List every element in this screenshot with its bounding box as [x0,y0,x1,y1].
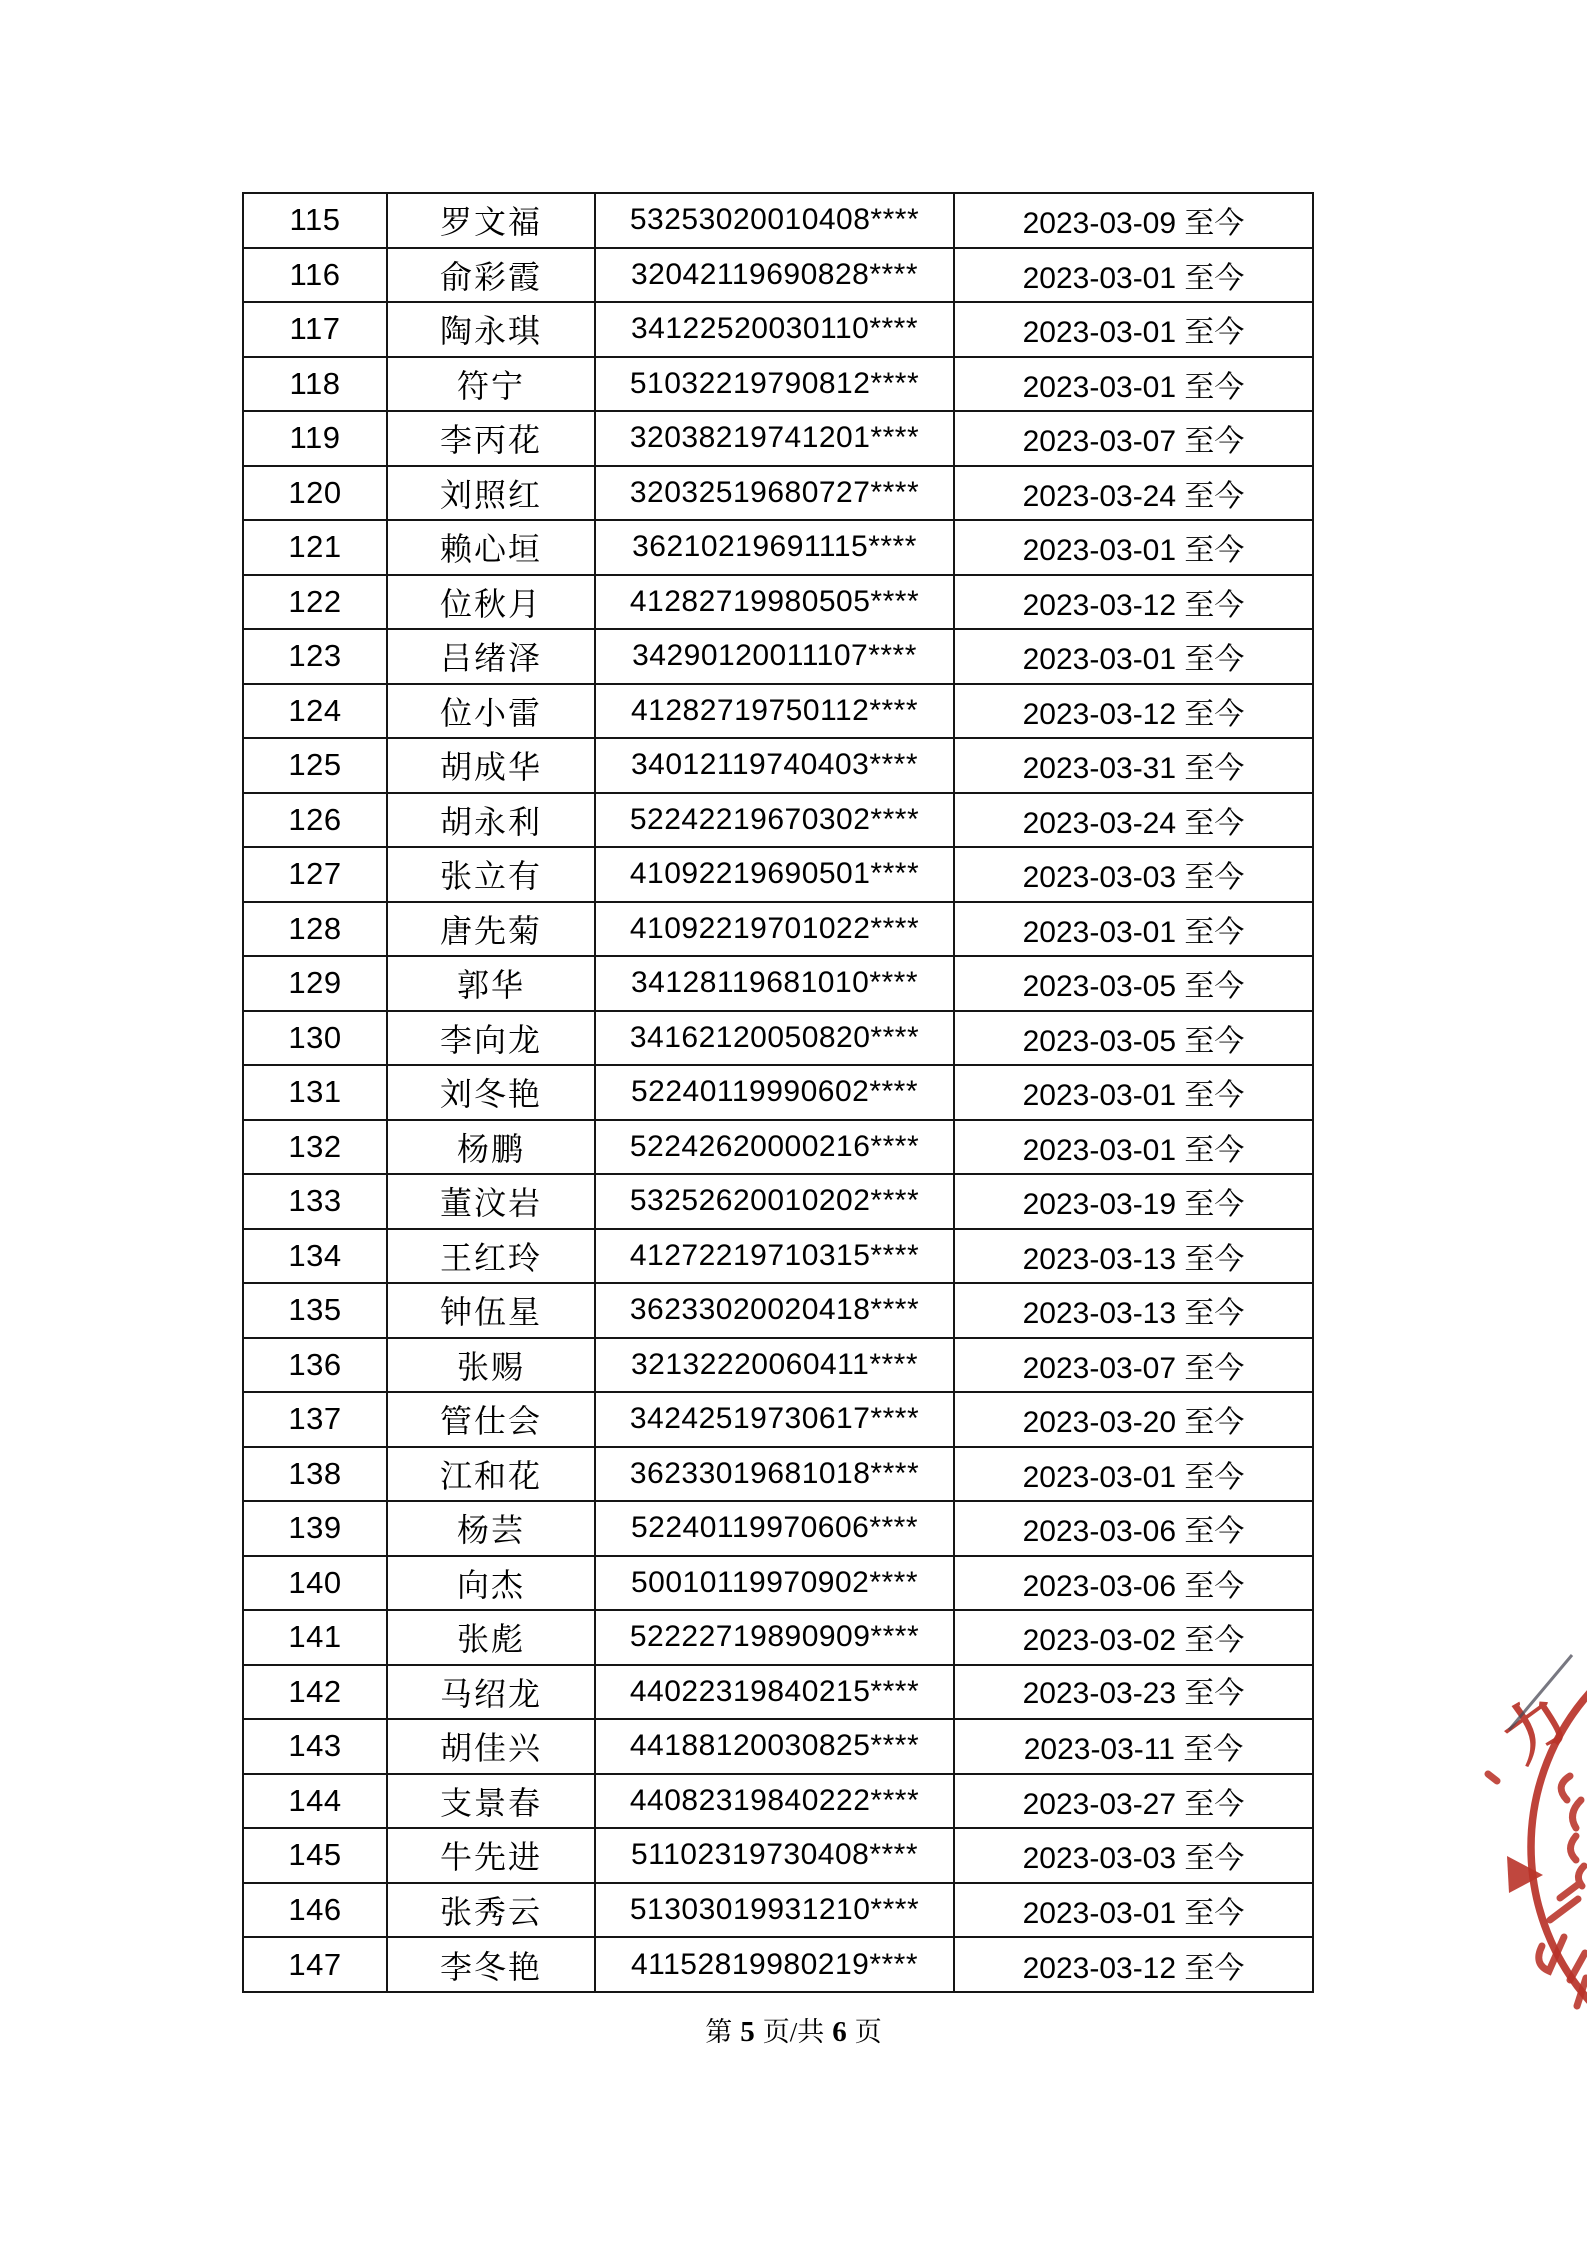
row-number-cell: 120 [243,466,387,521]
table-row [243,193,1313,248]
period-cell: 2023-03-06 至今 [954,1501,1313,1556]
name-cell: 吕绪泽 [387,629,595,684]
table-row [243,847,1313,902]
table-row [243,302,1313,357]
row-number-cell: 130 [243,1011,387,1066]
table-row [243,1120,1313,1175]
table-row [243,357,1313,412]
row-number-cell: 144 [243,1774,387,1829]
table-row [243,1338,1313,1393]
id-number-cell: 52240119970606**** [595,1501,954,1556]
name-cell: 王红玲 [387,1229,595,1284]
period-cell: 2023-03-19 至今 [954,1174,1313,1229]
id-number-cell: 44022319840215**** [595,1665,954,1720]
roster-table-body [243,193,1313,1992]
id-number-cell: 41282719980505**** [595,575,954,630]
name-cell: 李冬艳 [387,1937,595,1992]
id-number-cell: 34162120050820**** [595,1011,954,1066]
name-cell: 张秀云 [387,1883,595,1938]
table-row [243,411,1313,466]
row-number-cell: 131 [243,1065,387,1120]
table-row [243,1556,1313,1611]
period-cell: 2023-03-11 至今 [954,1719,1313,1774]
name-cell: 位秋月 [387,575,595,630]
period-cell: 2023-03-03 至今 [954,847,1313,902]
name-cell: 刘冬艳 [387,1065,595,1120]
row-number-cell: 135 [243,1283,387,1338]
name-cell: 管仕会 [387,1392,595,1447]
table-row [243,1937,1313,1992]
period-cell: 2023-03-01 至今 [954,902,1313,957]
table-row [243,1283,1313,1338]
id-number-cell: 41272219710315**** [595,1229,954,1284]
row-number-cell: 133 [243,1174,387,1229]
name-cell: 胡成华 [387,738,595,793]
table-row [243,1065,1313,1120]
table-row [243,629,1313,684]
name-cell: 向杰 [387,1556,595,1611]
table-row [243,902,1313,957]
id-number-cell: 44082319840222**** [595,1774,954,1829]
row-number-cell: 124 [243,684,387,739]
period-cell: 2023-03-05 至今 [954,956,1313,1011]
table-row [243,1501,1313,1556]
period-cell: 2023-03-01 至今 [954,357,1313,412]
period-cell: 2023-03-12 至今 [954,575,1313,630]
id-number-cell: 41092219690501**** [595,847,954,902]
period-cell: 2023-03-27 至今 [954,1774,1313,1829]
id-number-cell: 34012119740403**** [595,738,954,793]
footer-total-pages: 6 [832,2016,847,2048]
table-row [243,1665,1313,1720]
footer-separator: 页/共 [762,2017,825,2047]
name-cell: 钟伍星 [387,1283,595,1338]
table-row [243,1392,1313,1447]
name-cell: 俞彩霞 [387,248,595,303]
name-cell: 张彪 [387,1610,595,1665]
table-row [243,1011,1313,1066]
period-cell: 2023-03-01 至今 [954,1447,1313,1502]
period-cell: 2023-03-01 至今 [954,1120,1313,1175]
row-number-cell: 118 [243,357,387,412]
name-cell: 张立有 [387,847,595,902]
period-cell: 2023-03-12 至今 [954,684,1313,739]
period-cell: 2023-03-05 至今 [954,1011,1313,1066]
id-number-cell: 36233020020418**** [595,1283,954,1338]
name-cell: 郭华 [387,956,595,1011]
id-number-cell: 32132220060411**** [595,1338,954,1393]
row-number-cell: 122 [243,575,387,630]
id-number-cell: 34122520030110**** [595,302,954,357]
period-cell: 2023-03-20 至今 [954,1392,1313,1447]
period-cell: 2023-03-01 至今 [954,302,1313,357]
name-cell: 刘照红 [387,466,595,521]
table-row [243,575,1313,630]
id-number-cell: 34242519730617**** [595,1392,954,1447]
id-number-cell: 53253020010408**** [595,193,954,248]
table-row [243,1447,1313,1502]
id-number-cell: 51102319730408**** [595,1828,954,1883]
table-row [243,684,1313,739]
id-number-cell: 52242620000216**** [595,1120,954,1175]
page-footer [0,2008,1587,2056]
id-number-cell: 32032519680727**** [595,466,954,521]
period-cell: 2023-03-12 至今 [954,1937,1313,1992]
row-number-cell: 146 [243,1883,387,1938]
table-row [243,793,1313,848]
period-cell: 2023-03-13 至今 [954,1229,1313,1284]
name-cell: 胡佳兴 [387,1719,595,1774]
row-number-cell: 116 [243,248,387,303]
id-number-cell: 41092219701022**** [595,902,954,957]
table-row [243,956,1313,1011]
row-number-cell: 136 [243,1338,387,1393]
period-cell: 2023-03-01 至今 [954,1883,1313,1938]
name-cell: 董汶岩 [387,1174,595,1229]
name-cell: 赖心垣 [387,520,595,575]
name-cell: 唐先菊 [387,902,595,957]
id-number-cell: 51032219790812**** [595,357,954,412]
id-number-cell: 41282719750112**** [595,684,954,739]
id-number-cell: 50010119970902**** [595,1556,954,1611]
id-number-cell: 52222719890909**** [595,1610,954,1665]
period-cell: 2023-03-01 至今 [954,1065,1313,1120]
period-cell: 2023-03-24 至今 [954,466,1313,521]
name-cell: 罗文福 [387,193,595,248]
row-number-cell: 132 [243,1120,387,1175]
table-row [243,1719,1313,1774]
row-number-cell: 138 [243,1447,387,1502]
name-cell: 江和花 [387,1447,595,1502]
row-number-cell: 145 [243,1828,387,1883]
name-cell: 李丙花 [387,411,595,466]
id-number-cell: 41152819980219**** [595,1937,954,1992]
table-row [243,466,1313,521]
table-row [243,1610,1313,1665]
table-row [243,1174,1313,1229]
table-row [243,1229,1313,1284]
row-number-cell: 123 [243,629,387,684]
period-cell: 2023-03-09 至今 [954,193,1313,248]
period-cell: 2023-03-23 至今 [954,1665,1313,1720]
id-number-cell: 53252620010202**** [595,1174,954,1229]
name-cell: 杨芸 [387,1501,595,1556]
official-seal-stamp [1480,1598,1587,2092]
id-number-cell: 51303019931210**** [595,1883,954,1938]
row-number-cell: 119 [243,411,387,466]
name-cell: 张赐 [387,1338,595,1393]
name-cell: 杨鹏 [387,1120,595,1175]
row-number-cell: 137 [243,1392,387,1447]
id-number-cell: 44188120030825**** [595,1719,954,1774]
period-cell: 2023-03-01 至今 [954,629,1313,684]
id-number-cell: 32042119690828**** [595,248,954,303]
id-number-cell: 34290120011107**** [595,629,954,684]
period-cell: 2023-03-07 至今 [954,411,1313,466]
footer-prefix: 第 [705,2017,733,2047]
name-cell: 位小雷 [387,684,595,739]
seal-character: 力 [1490,1683,1581,1776]
row-number-cell: 115 [243,193,387,248]
period-cell: 2023-03-06 至今 [954,1556,1313,1611]
id-number-cell: 36210219691115**** [595,520,954,575]
name-cell: 李向龙 [387,1011,595,1066]
table-row [243,1828,1313,1883]
table-row [243,1774,1313,1829]
id-number-cell: 36233019681018**** [595,1447,954,1502]
row-number-cell: 126 [243,793,387,848]
row-number-cell: 140 [243,1556,387,1611]
row-number-cell: 117 [243,302,387,357]
id-number-cell: 52240119990602**** [595,1065,954,1120]
name-cell: 马绍龙 [387,1665,595,1720]
name-cell: 牛先进 [387,1828,595,1883]
period-cell: 2023-03-07 至今 [954,1338,1313,1393]
table-row [243,520,1313,575]
row-number-cell: 139 [243,1501,387,1556]
table-row [243,738,1313,793]
name-cell: 胡永利 [387,793,595,848]
period-cell: 2023-03-03 至今 [954,1828,1313,1883]
name-cell: 支景春 [387,1774,595,1829]
id-number-cell: 52242219670302**** [595,793,954,848]
period-cell: 2023-03-01 至今 [954,248,1313,303]
table-row [243,1883,1313,1938]
name-cell: 陶永琪 [387,302,595,357]
period-cell: 2023-03-24 至今 [954,793,1313,848]
period-cell: 2023-03-13 至今 [954,1283,1313,1338]
footer-current-page: 5 [740,2016,755,2048]
period-cell: 2023-03-02 至今 [954,1610,1313,1665]
row-number-cell: 128 [243,902,387,957]
roster-table [242,192,1314,1993]
footer-suffix: 页 [854,2017,882,2047]
row-number-cell: 134 [243,1229,387,1284]
row-number-cell: 147 [243,1937,387,1992]
table-row [243,248,1313,303]
row-number-cell: 143 [243,1719,387,1774]
row-number-cell: 127 [243,847,387,902]
row-number-cell: 129 [243,956,387,1011]
id-number-cell: 32038219741201**** [595,411,954,466]
id-number-cell: 34128119681010**** [595,956,954,1011]
name-cell: 符宁 [387,357,595,412]
row-number-cell: 142 [243,1665,387,1720]
period-cell: 2023-03-31 至今 [954,738,1313,793]
row-number-cell: 141 [243,1610,387,1665]
period-cell: 2023-03-01 至今 [954,520,1313,575]
row-number-cell: 121 [243,520,387,575]
row-number-cell: 125 [243,738,387,793]
